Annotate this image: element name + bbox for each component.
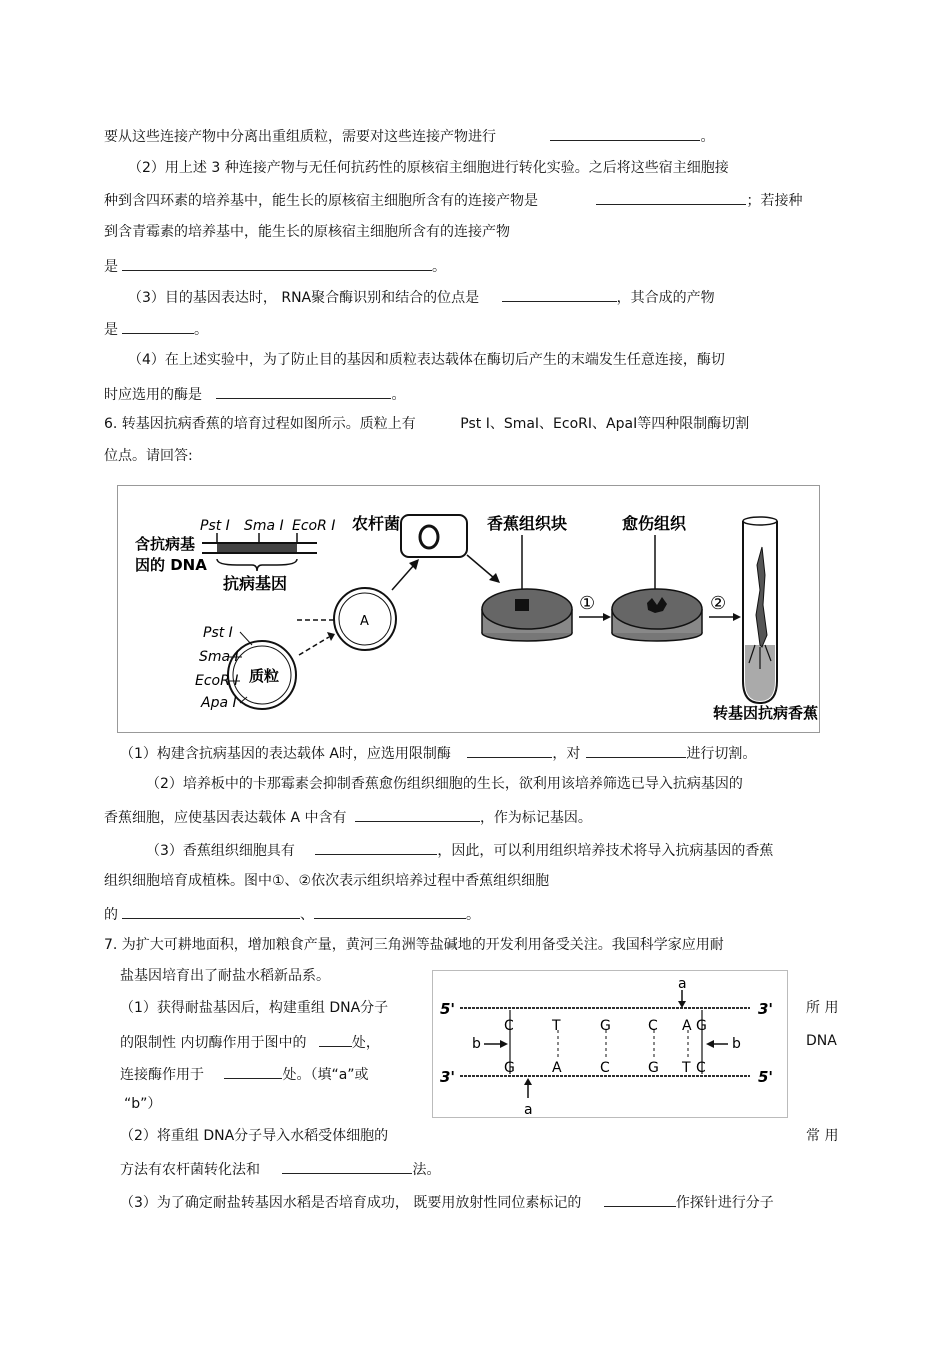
- top-base-4: C: [648, 1018, 658, 1034]
- top-base-1: C: [504, 1018, 514, 1034]
- q6-stem-line2: 位点。请回答:: [104, 448, 193, 464]
- q7-sub1-line3: 连接酶作用于 处。（填“a”或: [120, 1063, 369, 1085]
- bottom-base-5: T: [682, 1060, 691, 1076]
- answer-blank[interactable]: [355, 806, 480, 822]
- top-base-5: A: [682, 1018, 692, 1034]
- top-5prime: 5': [440, 1000, 456, 1018]
- plasmid-site-ecor: EcoR I: [195, 673, 239, 689]
- site-ecor: EcoR I: [292, 518, 336, 534]
- q5-p4-line2: 时应选用的酶是 。: [104, 383, 405, 405]
- q6-sub3-line1: （3）香蕉组织细胞具有 ，因此，可以利用组织培养技术将导入抗病基因的香蕉: [146, 839, 773, 861]
- q7-sub2-line2: 方法有农杆菌转化法和 法。: [120, 1158, 440, 1180]
- q7-sub1-line2: 的限制性 内切酶作用于图中的 处，: [120, 1031, 380, 1053]
- bottom-base-1: G: [504, 1060, 515, 1076]
- answer-blank[interactable]: [314, 903, 466, 919]
- answer-blank[interactable]: [550, 125, 700, 141]
- answer-blank[interactable]: [216, 383, 391, 399]
- q5-p3-line2: 是 。: [104, 318, 208, 340]
- q6-sub2-line1: （2）培养板中的卡那霉素会抑制香蕉愈伤组织细胞的生长，欲利用该培养筛选已导入抗病基因的: [146, 776, 743, 792]
- top-3prime: 3': [758, 1000, 774, 1018]
- bottom-base-6: C: [696, 1060, 706, 1076]
- q5-p3-line1: （3）目的基因表达时， RNA聚合酶识别和结合的位点是 ，其合成的产物: [128, 286, 715, 308]
- top-base-3: G: [600, 1018, 611, 1034]
- q6-sub3-line2: 组织细胞培育成植株。图中①、②依次表示组织培养过程中香蕉组织细胞: [104, 873, 550, 889]
- q7-sub2-line1: （2）将重组 DNA分子导入水稻受体细胞的: [120, 1128, 389, 1144]
- q6-figure: [117, 485, 820, 733]
- plasmid-site-apa: Apa I: [201, 695, 237, 711]
- answer-blank[interactable]: [282, 1158, 412, 1174]
- agro-label: 农杆菌: [352, 514, 401, 533]
- bottom-3prime: 3': [440, 1068, 456, 1086]
- q7-sub1-line1-right: 所 用: [806, 1000, 839, 1016]
- answer-blank[interactable]: [122, 255, 432, 271]
- top-base-6: G: [696, 1018, 707, 1034]
- vector-a-label: A: [360, 614, 369, 629]
- plasmid-site-pst: Pst I: [203, 625, 233, 641]
- answer-blank[interactable]: [122, 903, 300, 919]
- bottom-base-2: A: [552, 1060, 562, 1076]
- answer-blank[interactable]: [502, 286, 617, 302]
- callus-label: 愈伤组织: [622, 514, 687, 533]
- dna-label-2: 因的 DNA: [135, 556, 207, 574]
- bottom-5prime: 5': [758, 1068, 774, 1086]
- q5-line1: 要从这些连接产物中分离出重组质粒，需要对这些连接产物进行 。: [104, 125, 714, 147]
- q6-sub1: （1）构建含抗病基因的表达载体 A时，应选用限制酶 ，对 进行切割。: [120, 742, 756, 764]
- label-a-bottom: a: [524, 1102, 533, 1118]
- site-pst: Pst I: [200, 518, 230, 534]
- q5-p2-line1: （2）用上述 3 种连接产物与无任何抗药性的原核宿主细胞进行转化实验。之后将这些宿主细胞接: [128, 160, 729, 176]
- q5-p2-line2: 种到含四环素的培养基中，能生长的原核宿主细胞所含有的连接产物是 ；若接种: [104, 189, 802, 211]
- label-a-top: a: [678, 976, 687, 992]
- gene-label: 抗病基因: [223, 574, 288, 593]
- q7-sub1-line2-right: DNA: [806, 1033, 837, 1049]
- gene-segment: [217, 544, 297, 552]
- site-sma: Sma I: [244, 518, 284, 534]
- q7-stem-line2: 盐基因培育出了耐盐水稻新品系。: [120, 968, 330, 984]
- label-b-right: b: [732, 1036, 741, 1052]
- banana-tissue-label: 香蕉组织块: [487, 514, 568, 533]
- q6-sub3-line3: 的 、 。: [104, 903, 480, 925]
- answer-blank[interactable]: [315, 839, 437, 855]
- bottom-base-4: G: [648, 1060, 659, 1076]
- plasmid-site-sma: Sma I: [199, 649, 239, 665]
- answer-blank[interactable]: [604, 1191, 676, 1207]
- q5-p2-line3: 到含青霉素的培养基中，能生长的原核宿主细胞所含有的连接产物: [104, 224, 510, 240]
- q5-p4-line1: （4）在上述实验中，为了防止目的基因和质粒表达载体在酶切后产生的末端发生任意连接，酶切: [128, 352, 725, 368]
- step-2: ②: [710, 593, 727, 614]
- q7-sub1-line1: （1）获得耐盐基因后，构建重组 DNA分子: [120, 1000, 389, 1016]
- answer-blank[interactable]: [122, 318, 194, 334]
- agro-box: [401, 515, 467, 557]
- label-b-left: b: [472, 1036, 481, 1052]
- answer-blank[interactable]: [224, 1063, 282, 1079]
- q7-stem-line1: 7. 为扩大可耕地面积，增加粮食产量，黄河三角洲等盐碱地的开发利用备受关注。我国科学家应用耐: [104, 937, 724, 953]
- answer-blank[interactable]: [596, 189, 746, 205]
- q7-sub2-line1-right: 常 用: [806, 1128, 839, 1144]
- q7-dna-figure: [432, 970, 788, 1118]
- dna-label-1: 含抗病基: [135, 535, 196, 553]
- bottom-base-3: C: [600, 1060, 610, 1076]
- answer-blank[interactable]: [319, 1031, 352, 1047]
- answer-blank[interactable]: [467, 742, 552, 758]
- answer-blank[interactable]: [586, 742, 686, 758]
- top-base-2: T: [552, 1018, 561, 1034]
- result-label: 转基因抗病香蕉: [713, 704, 819, 722]
- q6-sub2-line2: 香蕉细胞，应使基因表达载体 A 中含有 ，作为标记基因。: [104, 806, 592, 828]
- step-1: ①: [579, 593, 596, 614]
- plasmid-label: 质粒: [249, 667, 280, 685]
- q7-sub3-line1: （3）为了确定耐盐转基因水稻是否培育成功， 既要用放射性同位素标记的 作探针进行分子: [120, 1191, 774, 1213]
- q7-sub1-line4: “b”）: [124, 1096, 162, 1112]
- q6-stem-line1: 6. 转基因抗病香蕉的培育过程如图所示。质粒上有 Pst Ⅰ、SmaⅠ、EcoRⅠ、ApaⅠ等四种限制酶切割: [104, 416, 750, 432]
- q5-p2-line4: 是 。: [104, 255, 446, 277]
